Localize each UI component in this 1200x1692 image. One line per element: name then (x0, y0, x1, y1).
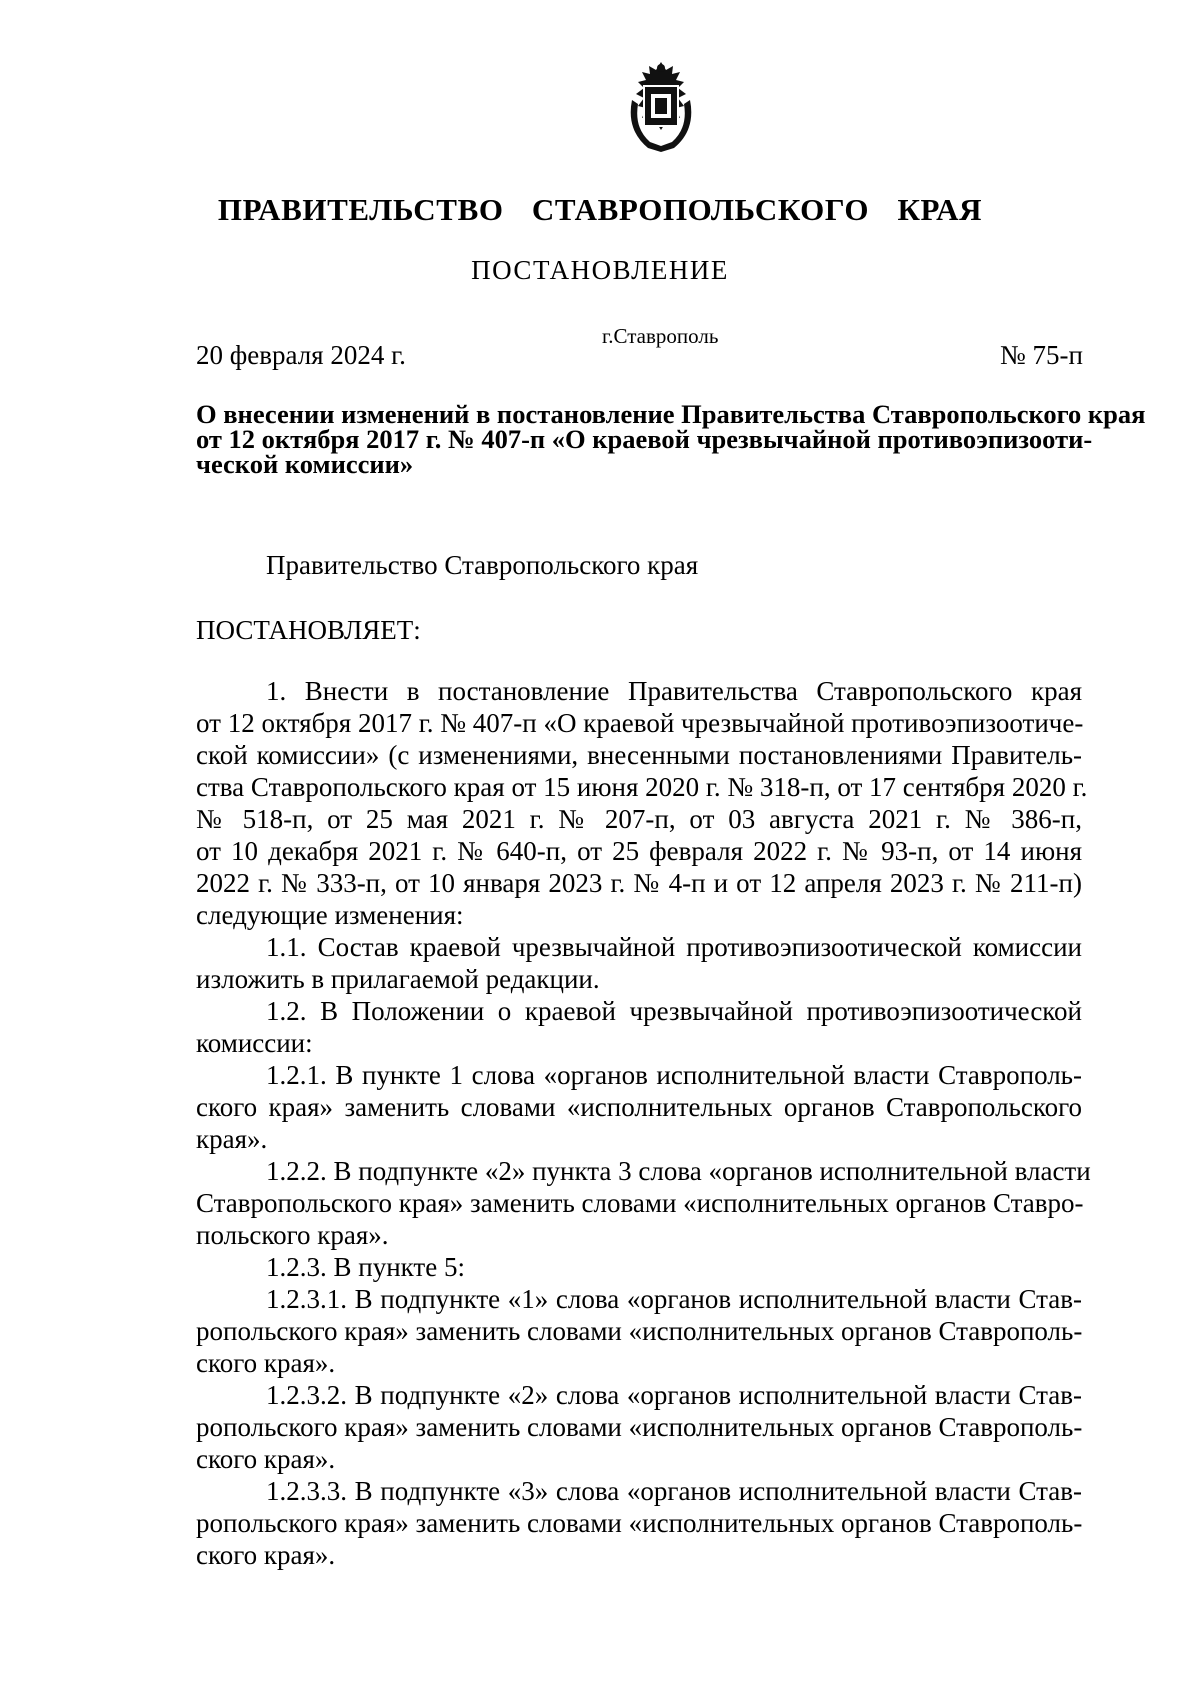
text-line: ского края». (196, 1348, 336, 1378)
paragraph-1-2-3 (196, 1251, 1082, 1283)
text-line: ропольского края» заменить словами «исполнительных органов Ставрополь- (196, 1412, 1083, 1442)
text-line: польского края». (196, 1220, 389, 1250)
text-line: от 10 декабря 2021 г. № 640-п, от 25 февраля 2022 г. № 93-п, от 14 июня (196, 836, 1082, 866)
paragraph-1-2 (196, 995, 1082, 1059)
coat-of-arms-icon (620, 60, 702, 156)
document-city: г.Ставрополь (602, 324, 719, 348)
paragraph-1-2-1 (196, 1059, 1082, 1155)
text-line: ства Ставропольского края от 15 июня 2020 г. № 318-п, от 17 сентября 2020 г. (196, 772, 1088, 802)
paragraph-1-2-3-3 (196, 1475, 1082, 1571)
text-line: 1.2.2. В подпункте «2» пункта 3 слова «органов исполнительной власти (266, 1156, 1091, 1186)
document-body (196, 675, 1091, 1571)
subject-line: от 12 октября 2017 г. № 407-п «О краевой чрезвычайной противоэпизооти- (196, 424, 1093, 454)
paragraph-1-2-3-1 (196, 1283, 1082, 1379)
text-line: Ставропольского края» заменить словами «исполнительных органов Ставро- (196, 1188, 1084, 1218)
subject-line: ческой комиссии» (196, 449, 414, 479)
text-line: ской комиссии» (с изменениями, внесенными постановлениями Правитель- (196, 740, 1082, 770)
paragraph-1-1 (196, 931, 1082, 995)
paragraph-1 (196, 675, 1088, 931)
text-line: 1.1. Состав краевой чрезвычайной противоэпизоотической комиссии (266, 932, 1082, 962)
document-subject (196, 399, 1146, 479)
text-line: ского края» заменить словами «исполнительных органов Ставропольского (196, 1092, 1082, 1122)
document-number: № 75-п (1000, 340, 1083, 370)
text-line: ского края». (196, 1540, 336, 1570)
text-line: от 12 октября 2017 г. № 407-п «О краевой чрезвычайной противоэпизоотиче- (196, 708, 1084, 738)
decree-word: ПОСТАНОВЛЯЕТ: (196, 615, 421, 645)
text-line: 1.2. В Положении о краевой чрезвычайной противоэпизоотической (266, 996, 1082, 1026)
paragraph-1-2-3-2 (196, 1379, 1082, 1475)
text-line: 1. Внести в постановление Правительства Ставропольского края (266, 676, 1082, 706)
document-type: ПОСТАНОВЛЕНИЕ (471, 255, 729, 285)
issuing-authority: Правительство Ставропольского края (266, 550, 699, 580)
text-line: 2022 г. № 333-п, от 10 января 2023 г. № 4-п и от 12 апреля 2023 г. № 211-п) (196, 868, 1082, 898)
subject-line: О внесении изменений в постановление Правительства Ставропольского края (196, 399, 1146, 429)
text-line: 1.2.3.1. В подпункте «1» слова «органов исполнительной власти Став- (266, 1284, 1082, 1314)
text-line: № 518-п, от 25 мая 2021 г. № 207-п, от 03 августа 2021 г. № 386-п, (196, 804, 1082, 834)
organization-title: ПРАВИТЕЛЬСТВО СТАВРОПОЛЬСКОГО КРАЯ (217, 192, 983, 227)
text-line: 1.2.1. В пункте 1 слова «органов исполнительной власти Ставрополь- (266, 1060, 1082, 1090)
text-line: края». (196, 1124, 268, 1154)
text-line: изложить в прилагаемой редакции. (196, 964, 600, 994)
text-line: комиссии: (196, 1028, 313, 1058)
text-line: ского края». (196, 1444, 336, 1474)
paragraph-1-2-2 (196, 1155, 1091, 1251)
text-line: 1.2.3. В пункте 5: (266, 1252, 465, 1282)
document-date: 20 февраля 2024 г. (196, 340, 406, 370)
text-line: 1.2.3.2. В подпункте «2» слова «органов исполнительной власти Став- (266, 1380, 1082, 1410)
text-line: 1.2.3.3. В подпункте «3» слова «органов исполнительной власти Став- (266, 1476, 1082, 1506)
text-line: ропольского края» заменить словами «исполнительных органов Ставрополь- (196, 1508, 1083, 1538)
text-line: следующие изменения: (196, 900, 464, 930)
text-line: ропольского края» заменить словами «исполнительных органов Ставрополь- (196, 1316, 1083, 1346)
